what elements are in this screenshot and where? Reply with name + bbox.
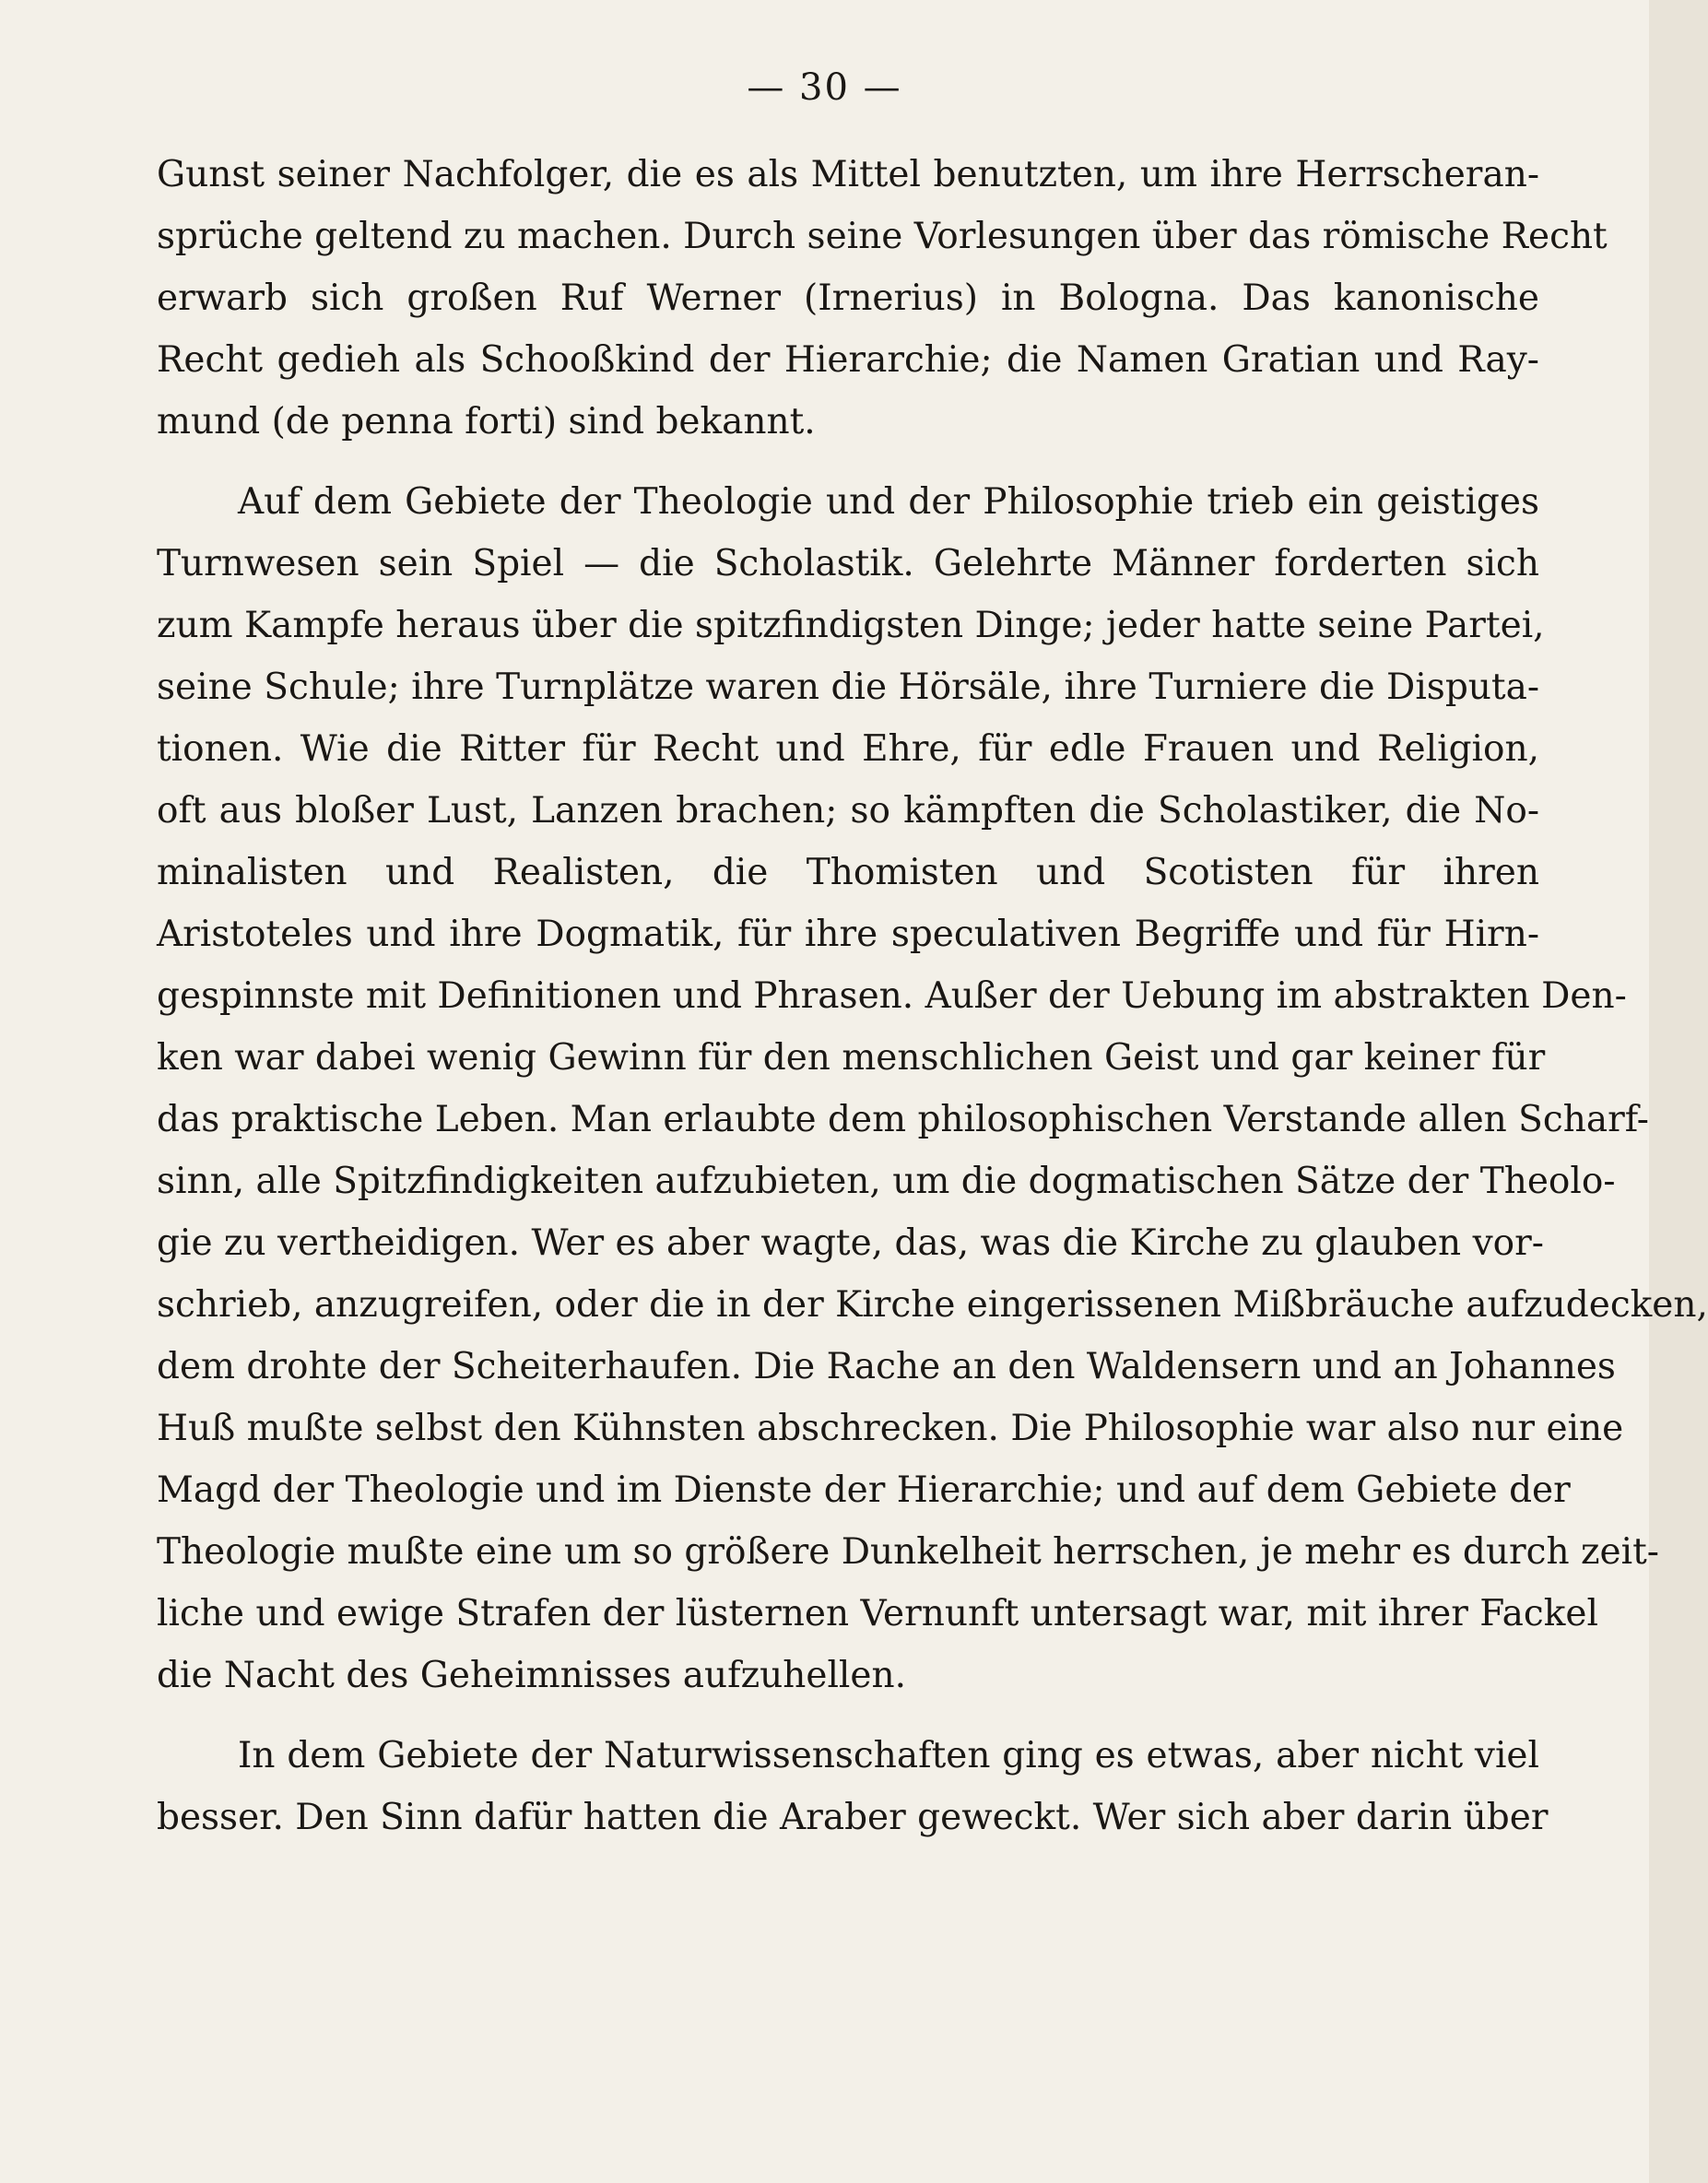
text-line: sinn, alle Spitzfindigkeiten aufzubieten, um die dogmatischen Sätze der Theolo- [157, 1161, 1616, 1202]
text-line: Recht gedieh als Schooßkind der Hierarchie; die Namen Gratian und Ray- [157, 339, 1539, 381]
text-line: In dem Gebiete der Naturwissenschaften ging es etwas, aber nicht viel [238, 1735, 1539, 1776]
text-line: liche und ewige Strafen der lüsternen Vernunft untersagt war, mit ihrer Fackel [157, 1593, 1598, 1634]
text-line: Huß mußte selbst den Kühnsten abschrecken. Die Philosophie war also nur eine [157, 1408, 1624, 1449]
text-line: Aristoteles und ihre Dogmatik, für ihre speculativen Begriffe und für Hirn- [157, 914, 1539, 955]
text-line: minalisten und Realisten, die Thomisten und Scotisten für ihren [157, 852, 1539, 893]
text-line: besser. Den Sinn dafür hatten die Araber geweckt. Wer sich aber darin über [157, 1797, 1549, 1838]
text-line: Turnwesen sein Spiel — die Scholastik. Gelehrte Männer forderten sich [157, 543, 1539, 584]
text-line: Theologie mußte eine um so größere Dunkelheit herrschen, je mehr es durch zeit- [157, 1531, 1659, 1573]
text-line: das praktische Leben. Man erlaubte dem philosophischen Verstande allen Scharf- [157, 1099, 1649, 1140]
text-line: dem drohte der Scheiterhaufen. Die Rache an den Waldensern und an Johannes [157, 1346, 1616, 1387]
paragraph [157, 144, 1608, 453]
text-line: sprüche geltend zu machen. Durch seine Vorlesungen über das römische Recht [157, 216, 1608, 257]
page-number: — 30 — [747, 66, 902, 109]
text-line: Magd der Theologie und im Dienste der Hierarchie; und auf dem Gebiete der [157, 1469, 1571, 1511]
text-line: seine Schule; ihre Turnplätze waren die Hörsäle, ihre Turniere die Disputa- [157, 667, 1539, 708]
text-line: erwarb sich großen Ruf Werner (Irnerius) in Bologna. Das kanonische [157, 277, 1539, 319]
body-text [157, 144, 1708, 1848]
text-line: tionen. Wie die Ritter für Recht und Ehre, für edle Frauen und Religion, [157, 728, 1539, 770]
text-line: oft aus bloßer Lust, Lanzen brachen; so kämpften die Scholastiker, die No- [157, 790, 1539, 832]
text-line: ken war dabei wenig Gewinn für den menschlichen Geist und gar keiner für [157, 1037, 1546, 1079]
text-line: Gunst seiner Nachfolger, die es als Mittel benutzten, um ihre Herrscheran- [157, 154, 1539, 195]
text-line: zum Kampfe heraus über die spitzfindigsten Dinge; jeder hatte seine Partei, [157, 605, 1545, 646]
text-line: die Nacht des Geheimnisses aufzuhellen. [157, 1655, 906, 1696]
paragraph [157, 471, 1708, 1706]
paragraph [157, 1725, 1549, 1848]
text-line: gespinnste mit Definitionen und Phrasen. Außer der Uebung im abstrakten Den- [157, 975, 1627, 1017]
text-line: Auf dem Gebiete der Theologie und der Philosophie trieb ein geistiges [238, 481, 1539, 523]
text-line: mund (de penna forti) sind bekannt. [157, 401, 816, 442]
text-line: schrieb, anzugreifen, oder die in der Kirche eingerissenen Mißbräuche aufzudecken, [157, 1284, 1708, 1326]
text-line: gie zu vertheidigen. Wer es aber wagte, das, was die Kirche zu glauben vor- [157, 1222, 1544, 1264]
